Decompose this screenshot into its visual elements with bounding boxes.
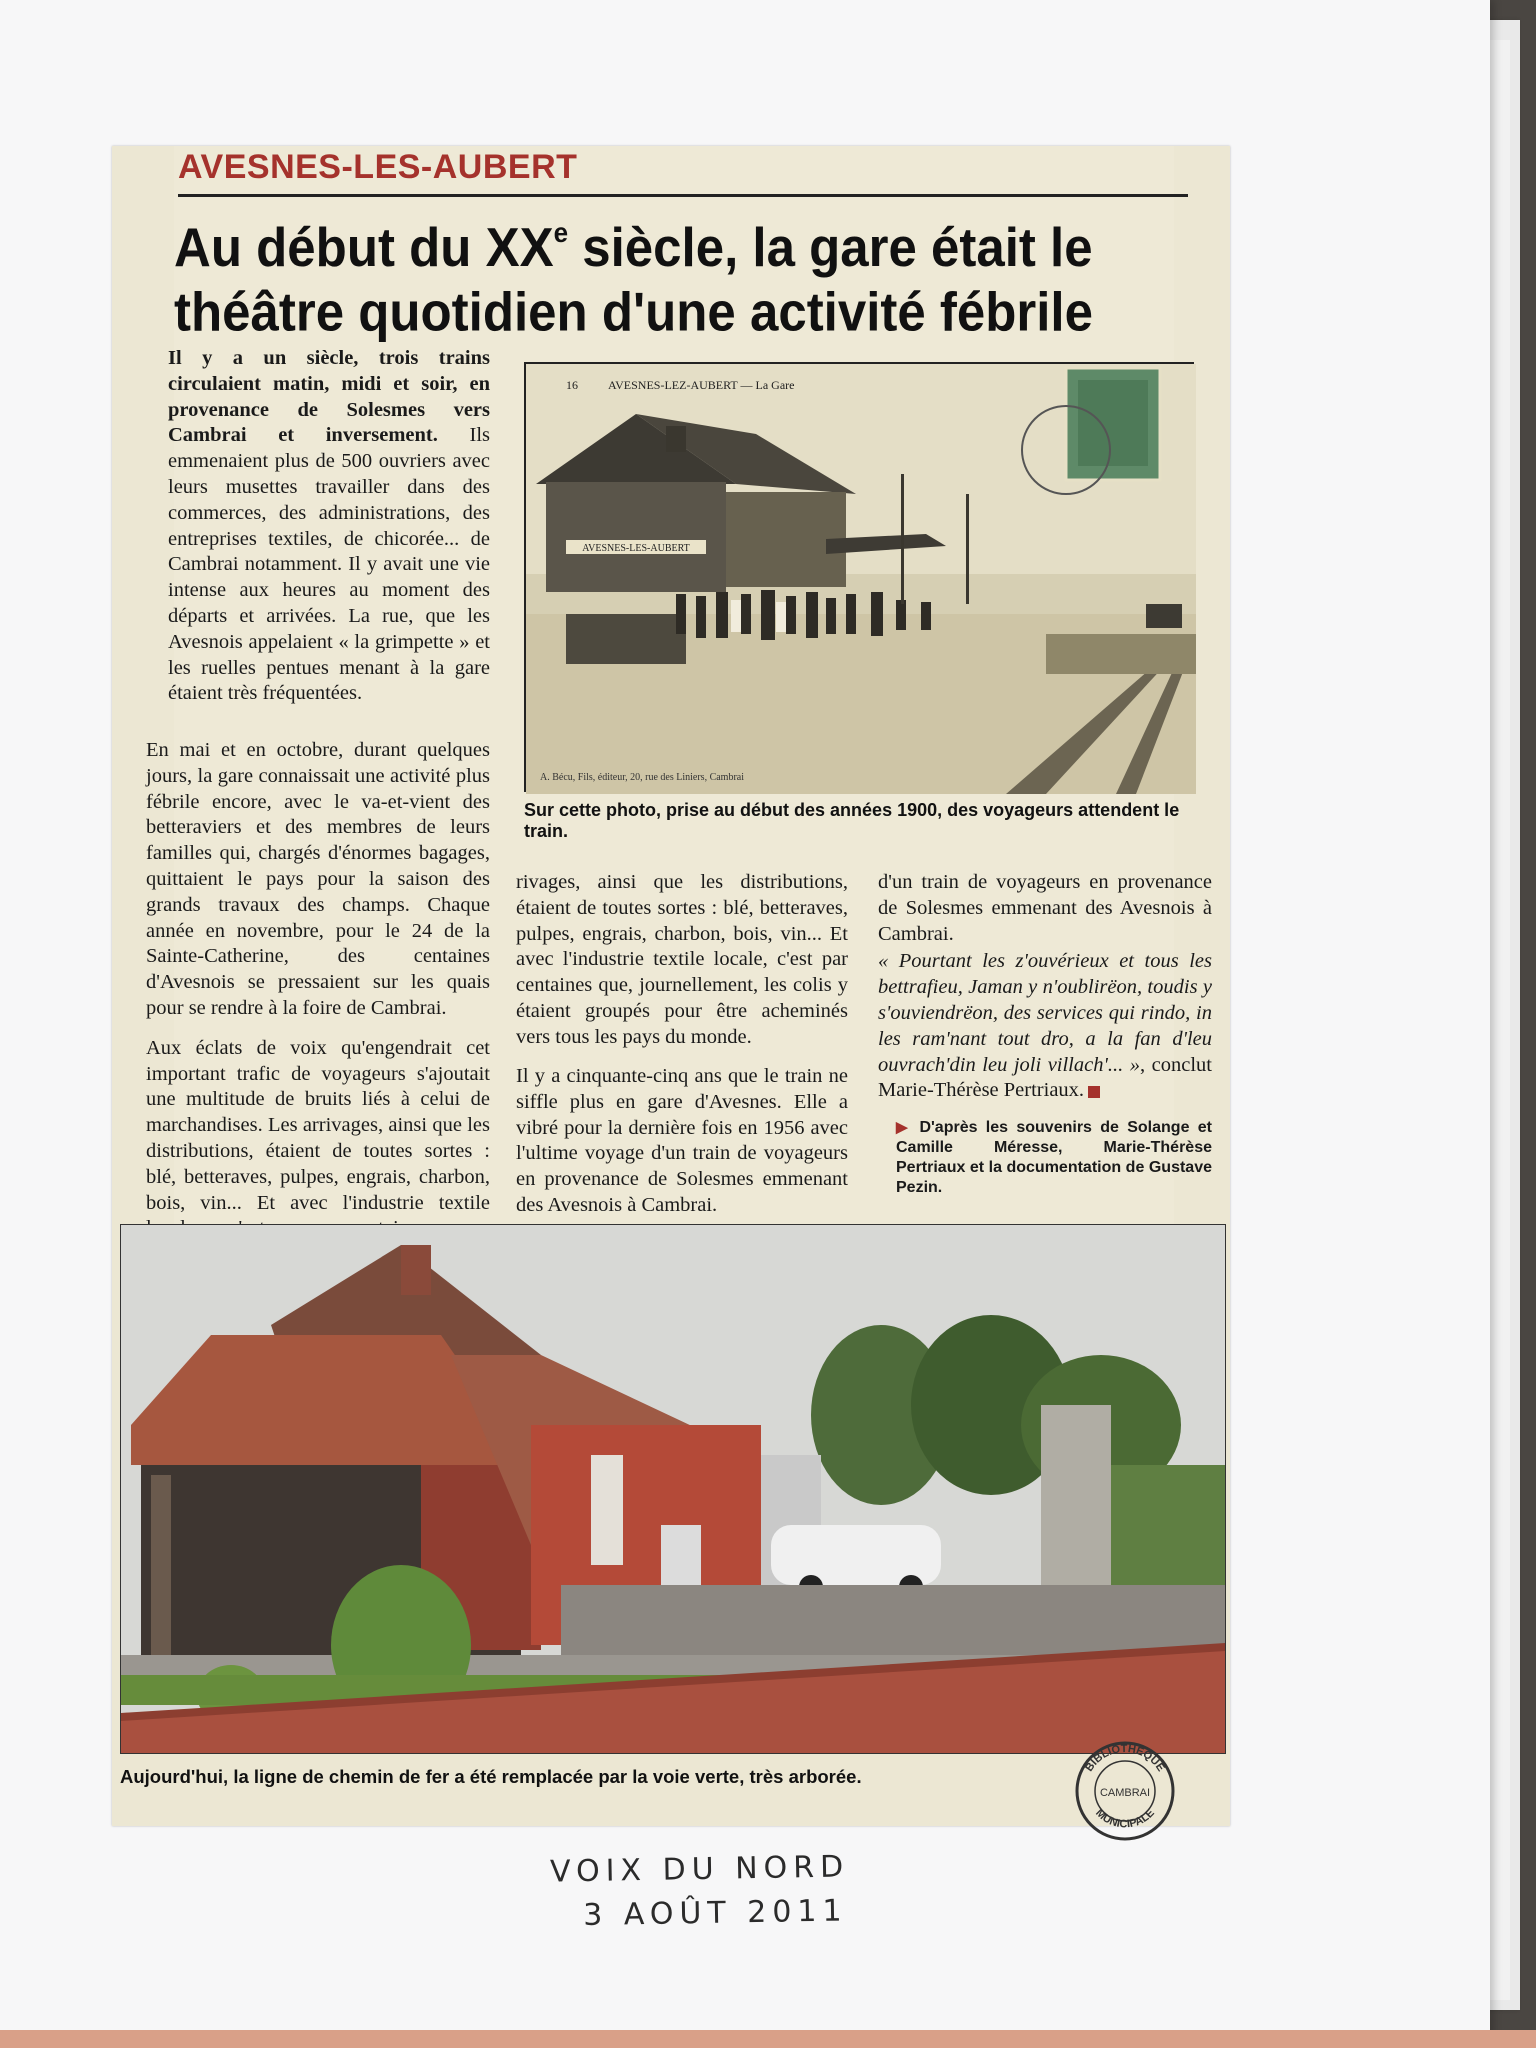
kicker-rule bbox=[178, 194, 1188, 197]
article-kicker: AVESNES-LES-AUBERT bbox=[178, 148, 578, 186]
paragraph-4: Il y a cinquante-cinq ans que le train ne siffle plus en gare d'Avesnes. Elle a vibré pour la dernière fois en 1956 avec l'ultime voyage d'un train de voyageurs en provenance de Solesmes emmenant des Avesnois à Cambrai. bbox=[516, 1065, 848, 1216]
library-stamp bbox=[1074, 1740, 1176, 1842]
stamp-top-text: BIBLIOTHÈQUE bbox=[1083, 1742, 1167, 1774]
handwritten-line-1: VOIX DU NORD bbox=[549, 1849, 850, 1890]
headline-superscript: e bbox=[553, 216, 569, 249]
paragraph-2: En mai et en octobre, durant quelques jours, la gare connaissait une activité plus fébrile encore, avec le va-et-vient des betteraviers et des membres de leurs familles qui, chargés d'énormes bagages, quittaient le pays pour la saison des grands travaux des champs. Chaque année en novembre, pour le 24 de la Sainte-Catherine, des centaines d'Avesnois se pressaient sur les quais pour se rendre à la foire de Cambrai. bbox=[146, 739, 490, 1019]
closing-quote bbox=[878, 949, 1212, 1104]
modern-station-illustration bbox=[121, 1225, 1225, 1753]
quote-attribution: , conclut Marie-Thérèse Pertriaux. bbox=[878, 1053, 1212, 1102]
article-column-3 bbox=[878, 870, 1212, 1198]
lead-rest: Ils emmenaient plus de 500 ouvriers avec leurs musettes travailler dans des commerces, des administrations, des entreprises textiles, de chicorée... de Cambrai notamment. Il y avait une vie intense aux heures au moment des départs et arrivées. La rue, que les Avesnois appelaient « la grimpette » et les ruelles pentues menant à la gare étaient très fréquentées. bbox=[168, 424, 491, 705]
article-column-1 bbox=[168, 346, 490, 721]
handwritten-source-note bbox=[539, 1845, 860, 1939]
svg-text:BIBLIOTHÈQUE bbox=[1083, 1743, 1167, 1774]
lead-bold: Il y a un siècle, trois trains circulaient matin, midi et soir, en provenance de Solesmes vers Cambrai et inversement. bbox=[168, 347, 490, 447]
end-mark-icon bbox=[1088, 1086, 1100, 1098]
svg-text:MUNICIPALE bbox=[1093, 1807, 1157, 1831]
article-sources bbox=[878, 1118, 1212, 1198]
station-sign: AVESNES-LES-AUBERT bbox=[582, 543, 690, 554]
headline-part2: siècle, la gare était le théâtre quotidien d'une activité fébrile bbox=[174, 216, 1093, 343]
paragraph-4-continued bbox=[878, 870, 1212, 947]
headline-part1: Au début du XX bbox=[174, 216, 554, 278]
stamp-bottom-text: MUNICIPALE bbox=[1093, 1806, 1157, 1831]
postcard-illustration bbox=[526, 364, 1196, 794]
stamp-middle-text: CAMBRAI bbox=[1099, 1787, 1151, 1799]
old-photo-caption: Sur cette photo, prise au début des années 1900, des voyageurs attendent le train. bbox=[524, 800, 1180, 841]
modern-photo-caption: Aujourd'hui, la ligne de chemin de fer a été remplacée par la voie verte, très arborée. bbox=[120, 1766, 862, 1787]
postcard-publisher: A. Bécu, Fils, éditeur, 20, rue des Liniers, Cambrai bbox=[540, 772, 744, 783]
postcard-title: AVESNES-LEZ-AUBERT — La Gare bbox=[608, 378, 795, 392]
desk-edge bbox=[0, 2030, 1536, 2048]
handwritten-line-2: 3 AOÛT 2011 bbox=[582, 1893, 848, 1934]
paragraph-4-continued-text: d'un train de voyageurs en provenance de Solesmes emmenant des Avesnois à Cambrai. bbox=[878, 871, 1212, 945]
modern-station-photo bbox=[120, 1224, 1226, 1754]
article-headline bbox=[174, 200, 1214, 345]
lead-paragraph bbox=[168, 346, 490, 707]
old-postcard-photo bbox=[524, 362, 1194, 792]
quote-text: « Pourtant les z'ouvérieux et tous les bettrafieu, Jaman y n'oublirëon, toudis y s'ouviendrëon, des services qui rindo, in les ram'nant tout dro, a la fan d'leu ouvrach'din leu joli villach'... » bbox=[878, 950, 1212, 1076]
postcard-number: 16 bbox=[566, 378, 578, 392]
article-column-1-lower bbox=[146, 738, 490, 1214]
article-column-2 bbox=[516, 870, 848, 1216]
sources-text: D'après les souvenirs de Solange et Camille Méresse, Marie-Thérèse Pertriaux et la documentation de Gustave Pezin. bbox=[896, 1119, 1212, 1197]
paragraph-3-continued bbox=[516, 870, 848, 1050]
paragraph-3: Aux éclats de voix qu'engendrait cet important trafic de voyageurs s'ajoutait une multitude de bruits liés à celui de marchandises. Les arrivages, ainsi que les distributions, étaient de toutes sortes : blé, betteraves, pulpes, engrais, charbon, bois, vin... Et avec l'industrie textile bbox=[146, 1036, 490, 1214]
triangle-bullet-icon: ▶ bbox=[896, 1119, 920, 1137]
paragraph-3-continued-text: rivages, ainsi que les distributions, étaient de toutes sortes : blé, betteraves, pulpes, engrais, charbon, bois, vin... Et avec l'industrie textile locale, c'est par centaines que, journellement, les colis y étaient groupés pour être acheminés vers tous les pays du monde. bbox=[516, 871, 848, 1048]
